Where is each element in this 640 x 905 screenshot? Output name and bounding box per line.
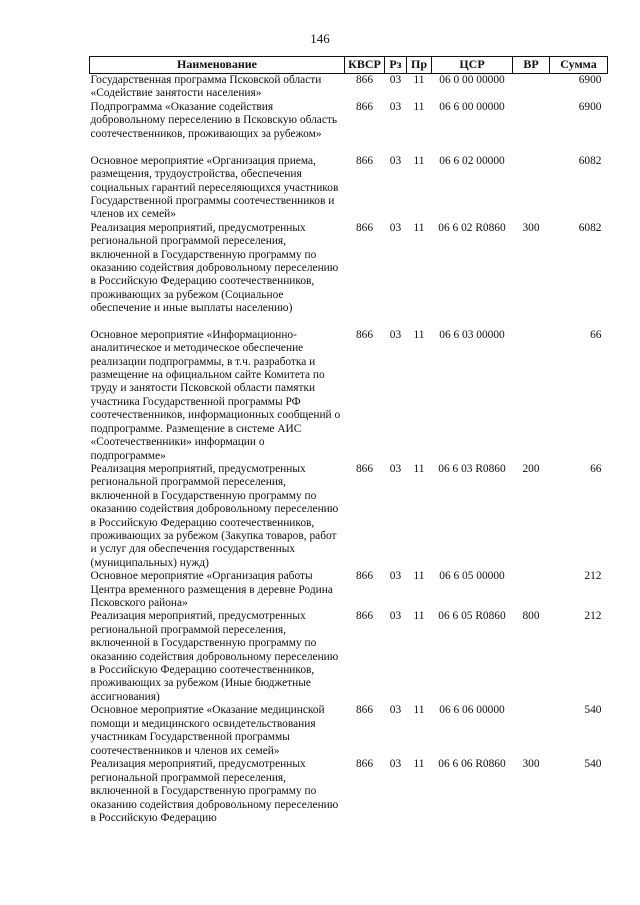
row-pr: 11 (413, 704, 425, 717)
table-row (90, 74, 608, 101)
row-name: Основное мероприятие «Информационно-аналитическое и методическое обеспечение реализации подпрограммы, в т.ч. разработка и размещение на официальном сайте Комитета по труду и занятости Псковской области памятки участника Государственной программы РФ соотечественников, информационных сообщений о подпрограмме. Размещение в системе АИС «Соотечественники» информации о подпрограмме» (90, 328, 341, 462)
header-name: Наименование (90, 57, 345, 74)
row-pr: 11 (413, 100, 425, 113)
row-name: Государственная программа Псковской области «Содействие занятости населения» (90, 74, 322, 100)
row-vr (513, 74, 550, 101)
row-name: Подпрограмма «Оказание содействия добровольному переселению в Псковскую область соотечественников, проживающих за рубежом» (90, 100, 338, 140)
row-sum: 6082 (578, 221, 602, 234)
row-sum: 66 (590, 328, 602, 341)
row-kvsr: 866 (355, 100, 374, 113)
row-rz: 03 (389, 154, 402, 167)
row-pr: 11 (413, 610, 425, 623)
row-pr: 11 (413, 154, 425, 167)
budget-table (89, 56, 608, 852)
page-number: 146 (310, 31, 330, 46)
row-rz: 03 (389, 610, 402, 623)
row-pr: 11 (413, 221, 425, 234)
row-sum: 212 (584, 610, 602, 623)
row-csr: 06 6 05 00000 (439, 570, 505, 583)
row-sum: 6900 (578, 100, 602, 113)
header-pr: Пр (407, 57, 432, 74)
row-pr: 11 (413, 74, 425, 86)
table-row (90, 329, 608, 463)
row-pr: 11 (413, 758, 425, 771)
row-sum: 66 (590, 462, 602, 475)
header-csr: ЦСР (432, 57, 513, 74)
row-pr: 11 (413, 328, 425, 341)
row-pr: 11 (413, 570, 425, 583)
row-csr: 06 6 03 00000 (439, 328, 505, 341)
row-vr: 200 (522, 462, 540, 475)
row-vr (513, 329, 550, 463)
row-kvsr: 866 (355, 462, 374, 475)
row-vr (513, 704, 550, 758)
row-rz: 03 (389, 570, 402, 583)
row-rz: 03 (389, 462, 402, 475)
row-rz: 03 (389, 221, 402, 234)
row-sum: 540 (584, 704, 602, 717)
row-csr: 06 6 00 00000 (439, 100, 505, 113)
row-sum: 6082 (578, 154, 602, 167)
row-vr: 300 (522, 221, 540, 234)
table-row (90, 222, 608, 329)
row-pr: 11 (413, 462, 425, 475)
row-kvsr: 866 (355, 704, 374, 717)
row-vr: 300 (522, 758, 540, 771)
row-csr: 06 6 03 R0860 (438, 462, 506, 475)
row-csr: 06 6 06 R0860 (438, 758, 506, 771)
header-kvsr: КВСР (345, 57, 385, 74)
row-kvsr: 866 (355, 328, 374, 341)
row-kvsr: 866 (355, 154, 374, 167)
table-row (90, 101, 608, 155)
row-name: Реализация мероприятий, предусмотренных региональной программой переселения, включенной в Государственную программу по оказанию содействия добровольному переселению в Российскую Федерацию соотечественников, проживающих за рубежом (Иные бюджетные ассигнования) (90, 610, 339, 703)
row-rz: 03 (389, 758, 402, 771)
row-vr: 800 (522, 610, 540, 623)
row-name: Реализация мероприятий, предусмотренных региональной программой переселения, включенной в Государственную программу по оказанию содействия добровольному переселению в Российскую Федерацию (90, 758, 339, 824)
row-csr: 06 6 05 R0860 (438, 610, 506, 623)
row-name: Реализация мероприятий, предусмотренных региональной программой переселения, включенной в Государственную программу по оказанию содействия добровольному переселению в Российскую Федерацию соотечественников, проживающих за рубежом (Социальное обеспечение и иные выплаты населению) (90, 221, 339, 315)
row-sum: 540 (584, 758, 602, 771)
header-vr: ВР (513, 57, 550, 74)
row-rz: 03 (389, 100, 402, 113)
table-row (90, 758, 608, 852)
row-csr: 06 6 02 00000 (439, 154, 505, 167)
table-row (90, 570, 608, 610)
row-sum: 212 (584, 570, 602, 583)
table-row (90, 704, 608, 758)
row-kvsr: 866 (355, 221, 374, 234)
header-rz: Рз (385, 57, 407, 74)
row-name: Основное мероприятие «Организация приема, размещения, трудоустройства, обеспечения социальных гарантий переселяющихся участников Государственной программы соотечественников и членов их семей» (90, 154, 339, 221)
row-rz: 03 (389, 328, 402, 341)
row-csr: 06 0 00 00000 (439, 74, 505, 86)
row-kvsr: 866 (355, 758, 374, 771)
row-name: Основное мероприятие «Оказание медицинской помощи и медицинского освидетельствования участникам Государственной программы соотечественников и членов их семей» (90, 704, 325, 757)
row-name: Основное мероприятие «Организация работы Центра временного размещения в деревне Родина Псковского района» (90, 570, 333, 609)
row-kvsr: 866 (355, 74, 374, 86)
table-header-row (90, 57, 608, 74)
table-row (90, 155, 608, 222)
row-sum: 6900 (578, 74, 602, 86)
table-row (90, 610, 608, 704)
row-vr (513, 570, 550, 610)
row-name: Реализация мероприятий, предусмотренных региональной программой переселения, включенной в Государственную программу по оказанию содействия добровольному переселению в Российскую Федерацию соотечественников, проживающих за рубежом (Закупка товаров, работ и услуг для обеспечения государственных (муниципальных) нужд) (90, 462, 339, 569)
table-row (90, 463, 608, 570)
header-sum: Сумма (550, 57, 608, 74)
row-vr (513, 101, 550, 155)
row-csr: 06 6 06 00000 (439, 704, 505, 717)
row-vr (513, 155, 550, 222)
row-kvsr: 866 (355, 570, 374, 583)
row-kvsr: 866 (355, 610, 374, 623)
row-csr: 06 6 02 R0860 (438, 221, 506, 234)
row-rz: 03 (389, 704, 402, 717)
row-rz: 03 (389, 74, 402, 86)
